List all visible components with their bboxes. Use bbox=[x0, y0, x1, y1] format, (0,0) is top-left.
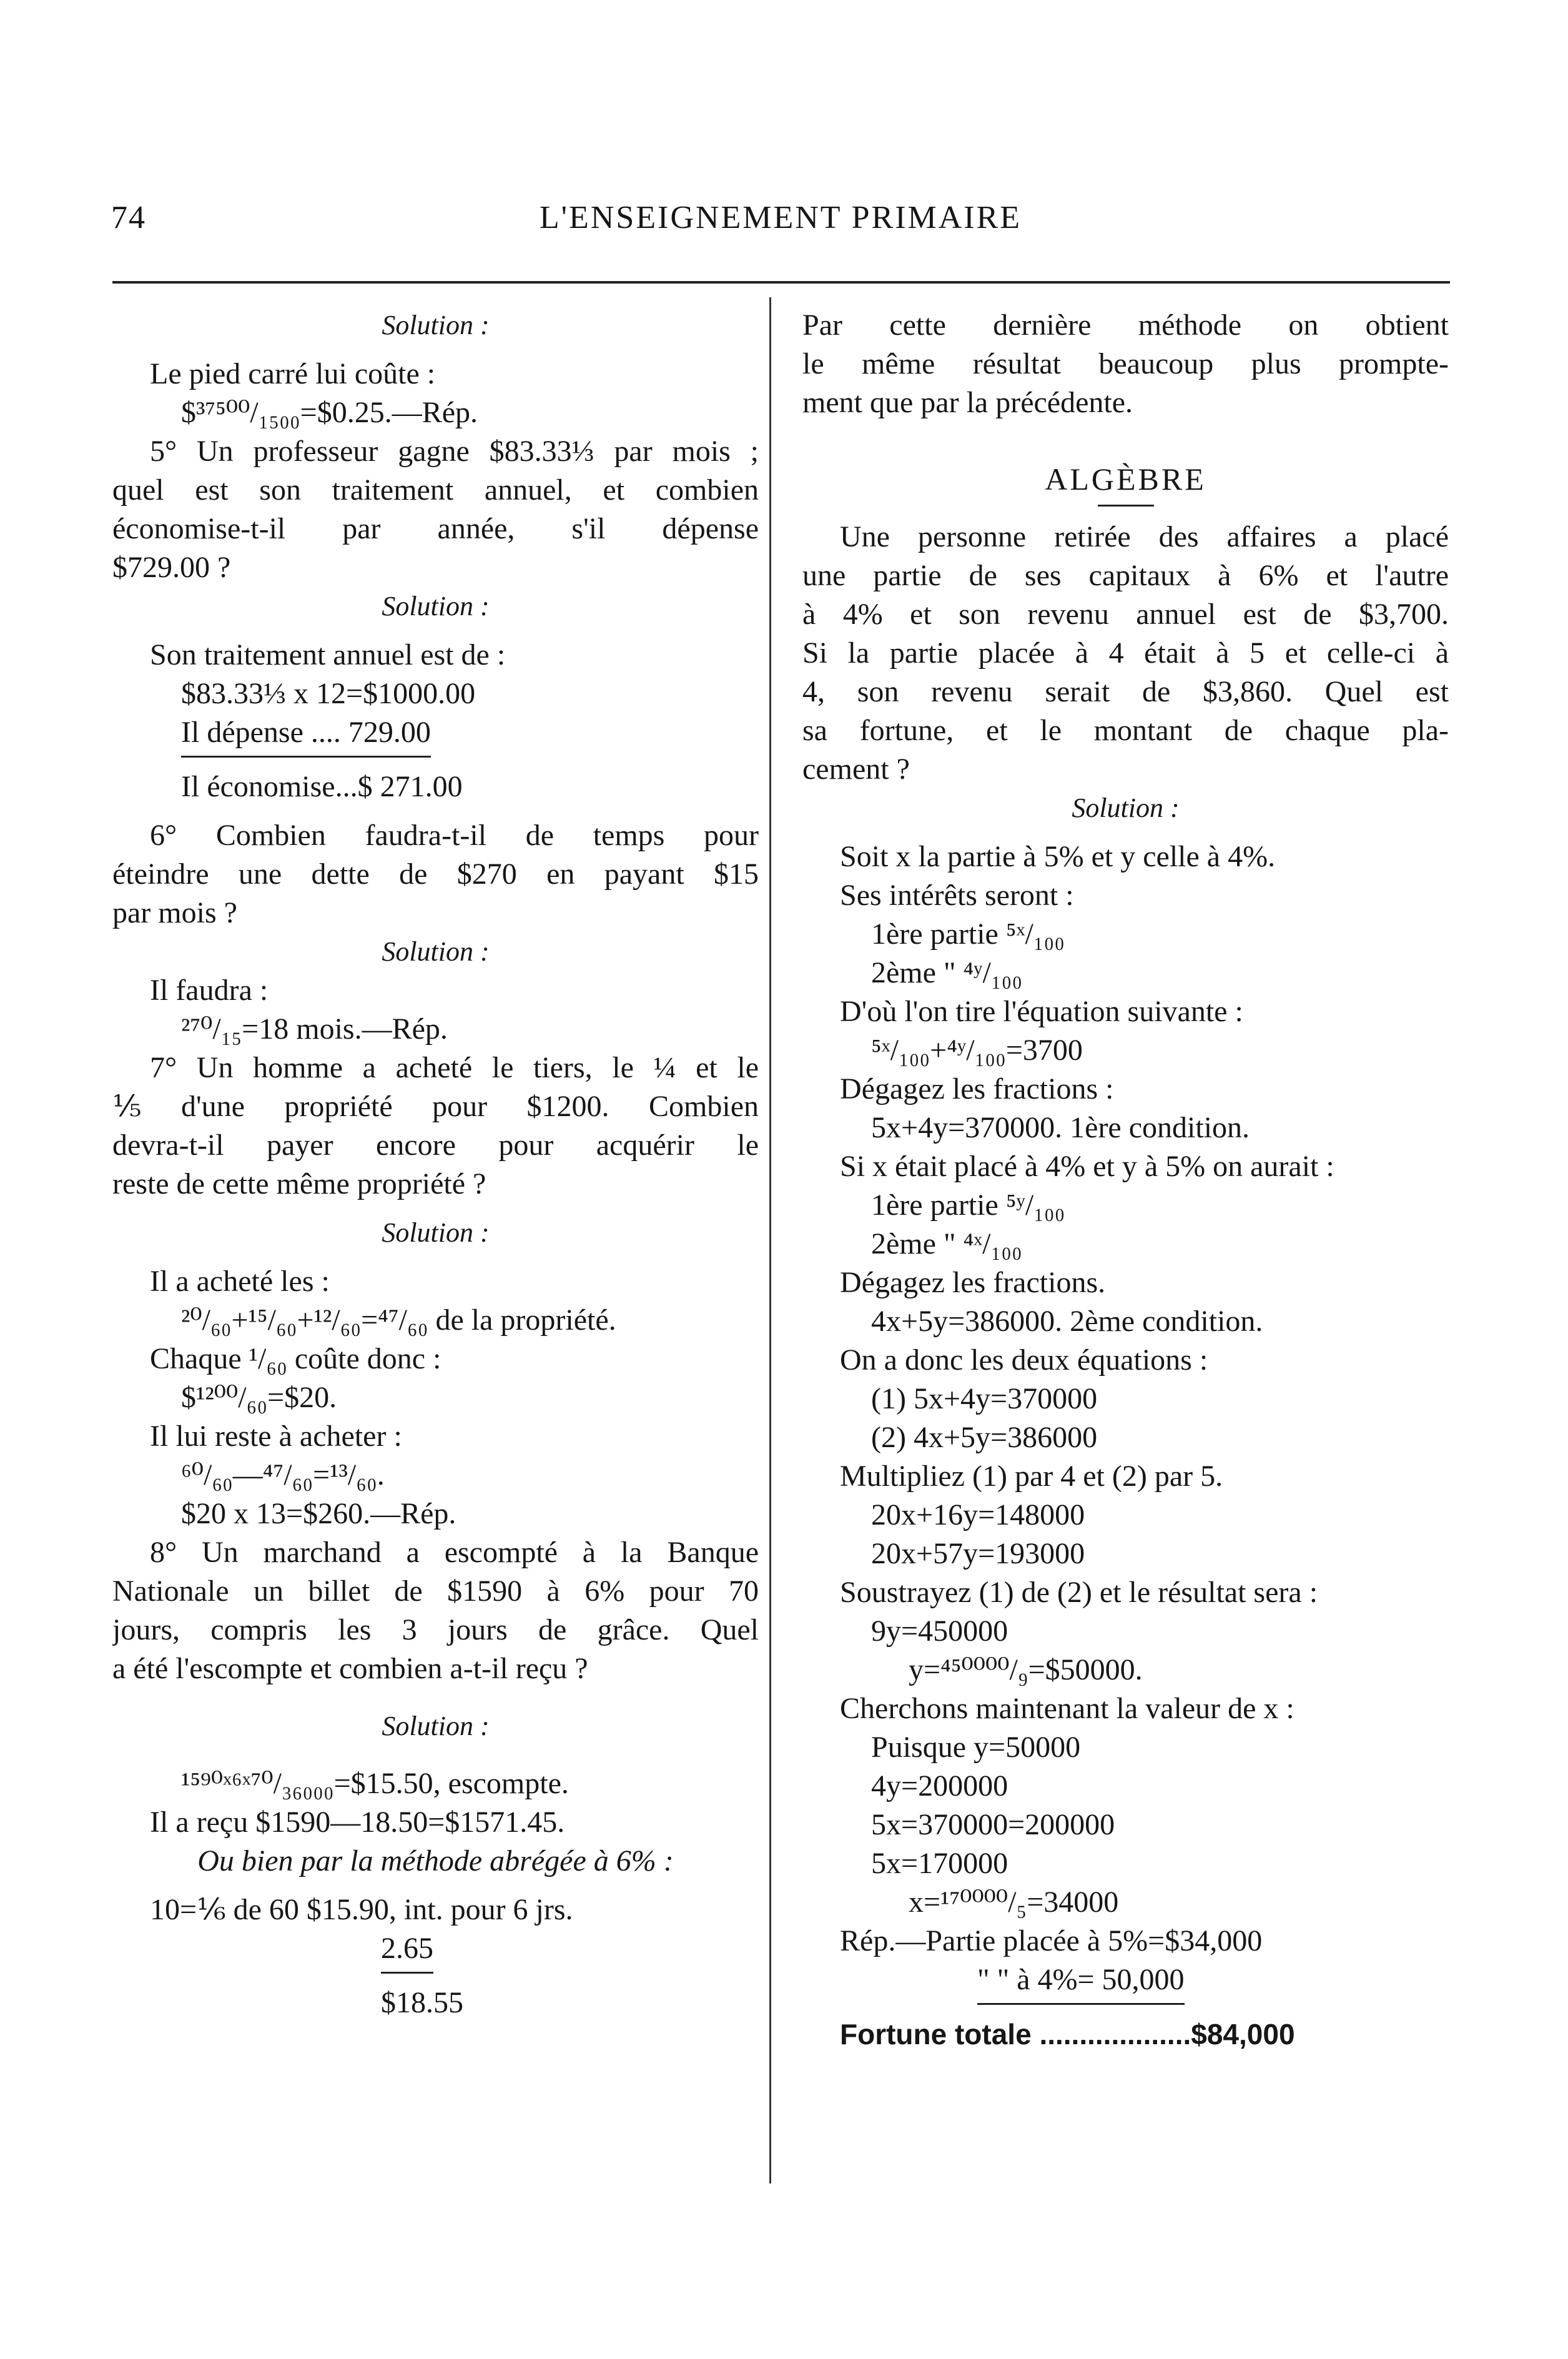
right-column bbox=[802, 306, 1449, 2054]
math-line: 1ère partie ⁵ˣ/₁₀₀ bbox=[871, 917, 1065, 951]
text-line: Il lui reste à acheter : bbox=[150, 1420, 402, 1453]
text-line: le même résultat beaucoup plus prompte- bbox=[802, 347, 1449, 380]
problem-line: sa fortune, et le montant de chaque pla- bbox=[802, 714, 1449, 747]
problem-5-line: $729.00 ? bbox=[112, 551, 231, 584]
text-line: Ses intérêts seront : bbox=[840, 879, 1074, 912]
math-line: x=¹⁷⁰⁰⁰⁰/₅=34000 bbox=[909, 1886, 1119, 1919]
equation-1: (1) 5x+4y=370000 bbox=[871, 1382, 1098, 1415]
problem-6-line: 6° Combien faudra-t-il de temps pour bbox=[150, 819, 759, 852]
text-line: Il a acheté les : bbox=[150, 1265, 330, 1298]
math-line: ⁶⁰/₆₀—⁴⁷/₆₀=¹³/₆₀. bbox=[181, 1458, 385, 1491]
solution-label: Solution : bbox=[382, 310, 490, 340]
alternative-method-label: Ou bien par la méthode abrégée à 6% : bbox=[197, 1844, 674, 1877]
text-line: Dégagez les fractions. bbox=[840, 1266, 1106, 1299]
problem-5-line: économise-t-il par année, s'il dépense bbox=[112, 512, 759, 545]
math-line: $³⁷⁵⁰⁰/₁₅₀₀=$0.25.—Rép. bbox=[181, 396, 478, 429]
problem-line: cement ? bbox=[802, 753, 910, 786]
math-line: 20x+57y=193000 bbox=[871, 1537, 1085, 1570]
problem-7-line: devra-t-il payer encore pour acquérir le bbox=[112, 1129, 759, 1162]
text-line: Multipliez (1) par 4 et (2) par 5. bbox=[840, 1460, 1223, 1493]
page-header bbox=[111, 199, 1450, 249]
solution-label: Solution : bbox=[382, 1217, 490, 1248]
text-line: Il a reçu $1590—18.50=$1571.45. bbox=[150, 1806, 565, 1839]
math-line: 10=⅙ de 60 $15.90, int. pour 6 jrs. bbox=[150, 1893, 573, 1926]
problem-6-line: par mois ? bbox=[112, 896, 237, 929]
text-line: Si x était placé à 4% et y à 5% on aurait : bbox=[840, 1150, 1334, 1183]
problem-5-line: 5° Un professeur gagne $83.33⅓ par mois ; bbox=[150, 435, 759, 468]
problem-8-line: a été l'escompte et combien a-t-il reçu ? bbox=[112, 1652, 588, 1685]
math-line bbox=[112, 1929, 759, 1974]
problem-6-line: éteindre une dette de $270 en payant $15 bbox=[112, 858, 759, 891]
text-line: Son traitement annuel est de : bbox=[150, 638, 506, 671]
answer-line bbox=[802, 1961, 1449, 2005]
text-line: On a donc les deux équations : bbox=[840, 1343, 1208, 1377]
title-rule bbox=[1098, 505, 1154, 507]
problem-5-line: quel est son traitement annuel, et combien bbox=[112, 473, 759, 507]
text-line: Soit x la partie à 5% et y celle à 4%. bbox=[840, 840, 1276, 873]
problem-line: à 4% et son revenu annuel est de $3,700. bbox=[802, 598, 1449, 631]
math-line: ²⁰/₆₀+¹⁵/₆₀+¹²/₆₀=⁴⁷/₆₀ de la propriété. bbox=[181, 1303, 616, 1337]
problem-line: Une personne retirée des affaires a placé bbox=[840, 520, 1449, 553]
problem-line: Si la partie placée à 4 était à 5 et celle-ci à bbox=[802, 636, 1449, 670]
problem-8-line: 8° Un marchand a escompté à la Banque bbox=[150, 1536, 759, 1569]
math-line: 5x=370000=200000 bbox=[871, 1808, 1115, 1841]
math-line: 5x+4y=370000. 1ère condition. bbox=[871, 1111, 1250, 1144]
math-line: Puisque y=50000 bbox=[871, 1731, 1081, 1764]
math-line: ¹⁵⁹⁰ˣ⁶ˣ⁷⁰/₃₆₀₀₀=$15.50, escompte. bbox=[181, 1767, 569, 1800]
text-line: D'où l'on tire l'équation suivante : bbox=[840, 995, 1243, 1028]
running-title: L'ENSEIGNEMENT PRIMAIRE bbox=[539, 200, 1022, 235]
section-title: ALGÈBRE bbox=[1045, 462, 1206, 497]
text-line: Dégagez les fractions : bbox=[840, 1072, 1114, 1105]
math-line: ⁵ˣ/₁₀₀+⁴ʸ/₁₀₀=3700 bbox=[871, 1034, 1083, 1067]
problem-7-line: 7° Un homme a acheté le tiers, le ¼ et le bbox=[150, 1051, 759, 1084]
math-line: 4y=200000 bbox=[871, 1769, 1008, 1803]
math-line: 2ème " ⁴ˣ/₁₀₀ bbox=[871, 1227, 1022, 1260]
problem-8-line: jours, compris les 3 jours de grâce. Quel bbox=[112, 1613, 759, 1646]
total-amount: $18.55 bbox=[381, 1986, 463, 2019]
problem-7-line: ⅕ d'une propriété pour $1200. Combien bbox=[112, 1090, 759, 1123]
math-line: 4x+5y=386000. 2ème condition. bbox=[871, 1305, 1263, 1338]
total-fortune: Fortune totale ...................$84,000 bbox=[840, 2018, 1295, 2050]
header-rule bbox=[112, 281, 1450, 284]
math-line: y=⁴⁵⁰⁰⁰⁰/₉=$50000. bbox=[909, 1653, 1143, 1686]
text-line: Par cette dernière méthode on obtient bbox=[802, 309, 1449, 342]
underlined-amount: Il dépense .... 729.00 bbox=[181, 713, 431, 758]
solution-label: Solution : bbox=[1072, 793, 1180, 823]
equation-2: (2) 4x+5y=386000 bbox=[871, 1421, 1098, 1454]
math-line: $20 x 13=$260.—Rép. bbox=[181, 1497, 456, 1530]
math-line: Il économise...$ 271.00 bbox=[181, 770, 463, 803]
text-line: Il faudra : bbox=[150, 974, 269, 1007]
math-line bbox=[112, 713, 759, 758]
problem-line: 4, son revenu serait de $3,860. Quel est bbox=[802, 675, 1449, 708]
problem-line: une partie de ses capitaux à 6% et l'autre bbox=[802, 559, 1449, 592]
text-line: ment que par la précédente. bbox=[802, 386, 1133, 419]
math-line: $¹²⁰⁰/₆₀=$20. bbox=[181, 1381, 337, 1414]
math-line: 9y=450000 bbox=[871, 1615, 1008, 1648]
problem-8-line: Nationale un billet de $1590 à 6% pour 70 bbox=[112, 1575, 759, 1608]
column-divider bbox=[769, 297, 771, 2183]
solution-label: Solution : bbox=[382, 1711, 490, 1741]
text-line: Cherchons maintenant la valeur de x : bbox=[840, 1692, 1294, 1725]
text-line: Chaque ¹/₆₀ coûte donc : bbox=[150, 1342, 441, 1375]
text-line: Soustrayez (1) de (2) et le résultat sera : bbox=[840, 1576, 1318, 1609]
solution-label: Solution : bbox=[382, 936, 490, 967]
solution-label: Solution : bbox=[382, 591, 490, 621]
answer-line: Rép.—Partie placée à 5%=$34,000 bbox=[840, 1924, 1263, 1957]
problem-7-line: reste de cette même propriété ? bbox=[112, 1167, 486, 1200]
underlined-amount: 2.65 bbox=[381, 1929, 433, 1974]
math-line: 1ère partie ⁵ʸ/₁₀₀ bbox=[871, 1189, 1065, 1222]
underlined-amount: " " à 4%= 50,000 bbox=[977, 1961, 1185, 2005]
math-line: 20x+16y=148000 bbox=[871, 1498, 1085, 1531]
text-line: Le pied carré lui coûte : bbox=[150, 357, 436, 390]
math-line: $83.33⅓ x 12=$1000.00 bbox=[181, 677, 476, 710]
math-line: 2ème " ⁴ʸ/₁₀₀ bbox=[871, 956, 1023, 989]
math-line: ²⁷⁰/₁₅=18 mois.—Rép. bbox=[181, 1012, 448, 1046]
math-line: 5x=170000 bbox=[871, 1847, 1008, 1880]
page-number: 74 bbox=[111, 200, 146, 235]
left-column bbox=[112, 306, 759, 2022]
